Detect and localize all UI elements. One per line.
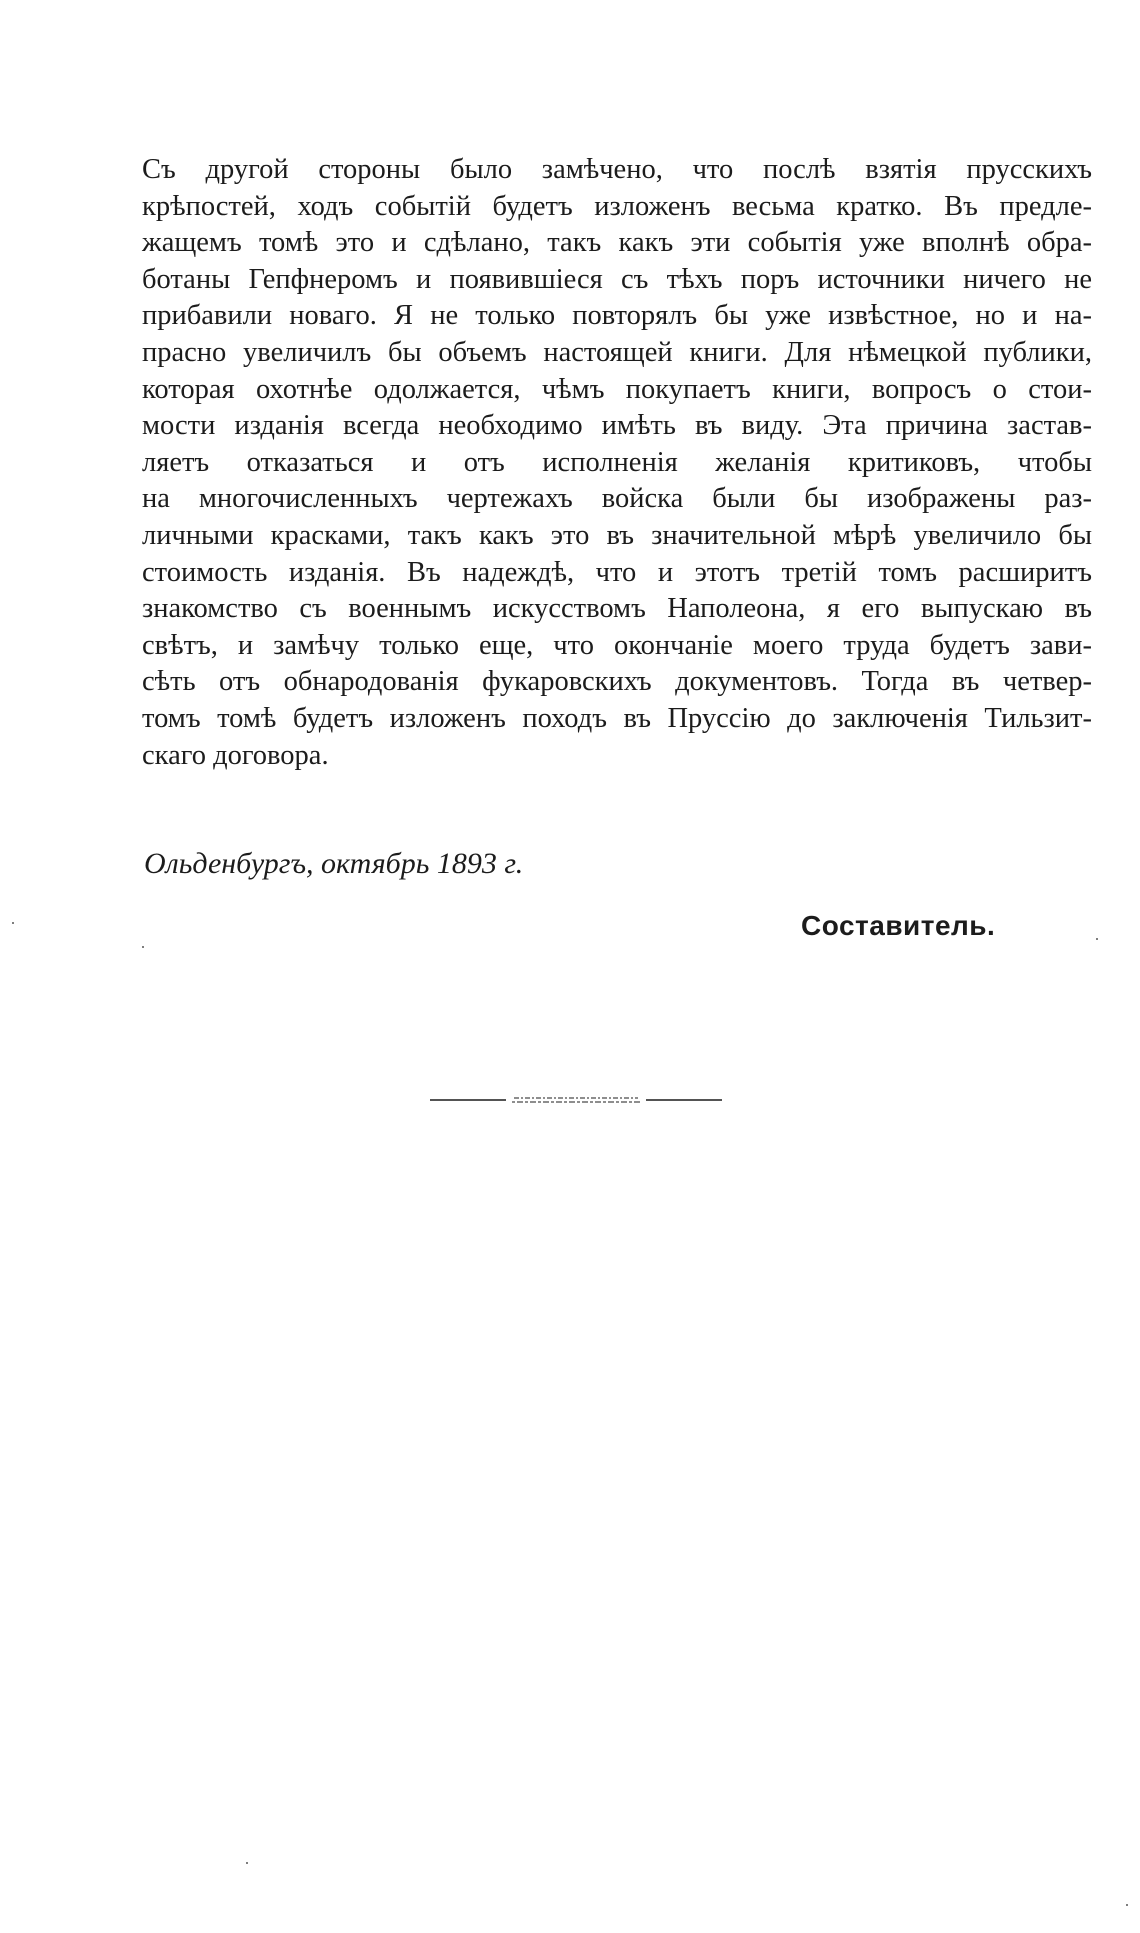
scan-speck xyxy=(142,946,144,948)
scan-speck xyxy=(1126,1904,1128,1906)
preface-paragraph xyxy=(142,152,1092,774)
paragraph-line: прасно увеличилъ бы объемъ настоящей книги. Для нѣмецкой публики, xyxy=(142,336,1092,368)
paragraph-line: знакомство съ военнымъ искусствомъ Наполеона, я его выпускаю въ xyxy=(142,593,1092,625)
paragraph-line: Съ другой стороны было замѣчено, что послѣ взятія прусскихъ xyxy=(142,154,1092,185)
dateline: Ольденбургъ, октябрь 1893 г. xyxy=(144,847,524,880)
paragraph-line: сѣть отъ обнародованія фукаровскихъ документовъ. Тогда въ четвер- xyxy=(142,666,1092,698)
scan-speck xyxy=(12,922,14,924)
scan-speck xyxy=(246,1862,248,1864)
paragraph-line: свѣтъ, и замѣчу только еще, что окончаніе моего труда будетъ зави- xyxy=(142,629,1092,661)
paragraph-line: которая охотнѣе одолжается, чѣмъ покупаетъ книги, вопросъ о стои- xyxy=(142,373,1092,405)
paragraph-line: томъ томѣ будетъ изложенъ походъ въ Пруссію до заключенія Тильзит- xyxy=(142,702,1092,734)
ornament-divider xyxy=(430,1094,722,1106)
signature: Составитель. xyxy=(801,910,996,941)
scan-speck xyxy=(1096,938,1098,940)
paragraph-line: личными красками, такъ какъ это въ значительной мѣрѣ увеличило бы xyxy=(142,519,1092,551)
paragraph-line: скаго договора. xyxy=(142,739,329,771)
paragraph-line: жащемъ томѣ это и сдѣлано, такъ какъ эти событія уже вполнѣ обра- xyxy=(142,227,1092,259)
paragraph-line: крѣпостей, ходъ событій будетъ изложенъ весьма кратко. Въ предле- xyxy=(142,190,1092,222)
paragraph-line: ляетъ отказаться и отъ исполненія желанія критиковъ, чтобы xyxy=(142,446,1092,478)
paragraph-line: прибавили новаго. Я не только повторялъ бы уже извѣстное, но и на- xyxy=(142,300,1092,332)
paragraph-line: мости изданія всегда необходимо имѣть въ виду. Эта причина застав- xyxy=(142,410,1092,442)
paragraph-line: на многочисленныхъ чертежахъ войска были бы изображены раз- xyxy=(142,483,1092,515)
paragraph-line: ботаны Гепфнеромъ и появившіеся съ тѣхъ поръ источники ничего не xyxy=(142,263,1092,295)
paragraph-line: стоимость изданія. Въ надеждѣ, что и этотъ третій томъ расширитъ xyxy=(142,556,1092,588)
